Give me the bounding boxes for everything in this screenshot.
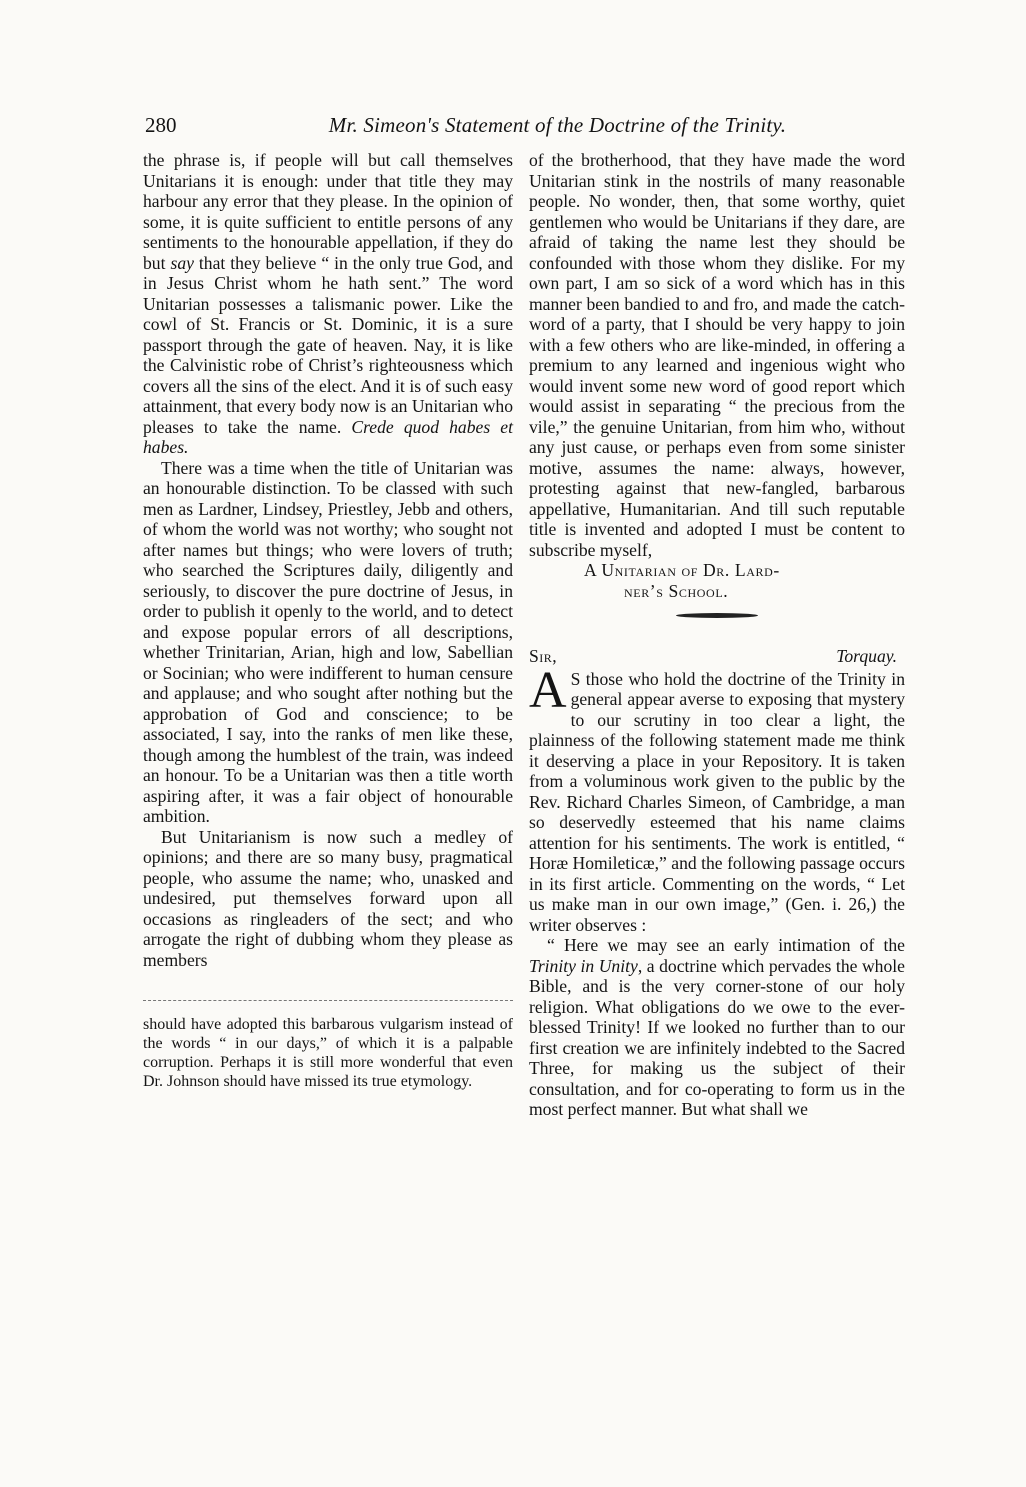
left-column (143, 150, 513, 1091)
left-paragraph-3: But Unitarianism is now such a medley of opinions; and there are so many busy, pragmatical people, who assume the name; who, unasked and undesired, put themselves forward upon all occasions as ringleaders of the sect; and who arrogate the right of dubbing whom they please as members (143, 826, 513, 970)
emphasis-say: say (170, 252, 194, 273)
latin-phrase: Crede quod habes et habes. (143, 416, 513, 457)
salutation-text: Sir, (529, 646, 558, 666)
right-column (529, 150, 905, 1120)
letter-salutation (529, 646, 905, 667)
left-paragraph-2: There was a time when the title of Unitarian was an honourable distinction. To be classed with such men as Lardner, Lindsey, Priestley, Jebb and others, of whom the world was not worthy; who sought not after names but things; who were lovers of truth; who searched the Scriptures daily, diligently and seriously, to discover the pure doctrine of Jesus, in order to publish it openly to the world, and to detect and expose popular errors of all descriptions, whether Trinitarian, Arian, high and low, Sabellian or Socinian; who were indifferent to human censure and applause; and who sought after nothing but the approbation of God and conscience; to be associated, I say, into the ranks of men like these, though among the humblest of the train, was indeed an honour. To be a Unitarian was then a title worth aspiring after, it was a fair object of honourable ambition. (143, 457, 513, 826)
section-divider (676, 613, 758, 618)
emphasis-trinity: Trinity in Unity (529, 955, 638, 976)
signature (529, 560, 905, 601)
right-paragraph-2: A S those who hold the doctrine of the Trinity in general appear averse to exposing that mystery to our scrutiny in too clear a light, the plainness of the following statement made me think it deserving a place in your Repository. It is taken from a voluminous work given to the public by the Rev. Richard Charles Simeon, of Cambridge, a man so deservedly esteemed that his name claims attention for his sentiments. The work is entitled, “ Horæ Homileticæ,” and the following passage occurs in its first article. Commenting on the words, “ Let us make man in our own image,” (Gen. i. 26,) the writer observes : (529, 661, 905, 935)
signature-line-2: ner’s School. (624, 580, 729, 601)
right-paragraph-3: “ Here we may see an early intimation of the Trinity in Unity, a doctrine which pervades the whole Bible, and is the very corner-stone of our holy religion. What obligations do we owe to the ever-blessed Trinity! If we looked no further than to our first creation we are infinitely indebted to the Sacred Three, for making us the subject of their consultation, and for co-operating to form us in the most perfect manner. But what shall we (529, 935, 905, 1119)
signature-line-1: A Unitarian of Dr. Lard- (584, 560, 780, 580)
page-number: 280 (145, 113, 177, 137)
running-title: Mr. Simeon's Statement of the Doctrine of the Trinity. (328, 113, 787, 137)
left-paragraph-1: the phrase is, if people will but call themselves Unitarians it is enough: under that title they may harbour any error that they please. In the opinion of some, it is quite sufficient to entitle persons of any sentiments to the honourable appellation, if they do but say that they believe “ in the only true God, and in Jesus Christ whom he hath sent.” The word Unitarian possesses a talismanic power. Like the cowl of St. Francis or St. Dominic, it is a sure passport through the gate of heaven. Nay, it is like the Calvinistic robe of Christ’s righteousness which covers all the sins of the elect. And it is of such easy attainment, that every body now is an Unitarian who pleases to take the name. Crede quod habes et habes. (143, 150, 513, 457)
footnote-rule (143, 1000, 513, 1001)
page-header (145, 110, 905, 140)
letter-place: Torquay. (836, 646, 897, 666)
footnote: should have adopted this barbarous vulgarism instead of the words “ in our days,” of which it is a palpable corruption. Perhaps it is still more wonderful that even Dr. Johnson should have missed its true etymology. (143, 1016, 513, 1090)
right-paragraph-1: of the brotherhood, that they have made the word Unitarian stink in the nostrils of many reasonable people. No wonder, then, that some worthy, quiet gentlemen who would be Unitarians if they dare, are afraid of taking the name lest they should be confounded with those whom they dislike. For my own part, I am so sick of a word which has in this manner been bandied to and fro, and made the catch-word of a party, that I should be very happy to join with a few others who are like-minded, in offering a premium to any learned and ingenious wight who would invent some new word of good report which would assist in separating “ the precious from the vile,” the genuine Unitarian, from him who, without any just cause, or perhaps even from some sinister motive, assumes the name: always, however, protesting against that new-fangled, barbarous appellative, Humanitarian. And till such reputable title is invented and adopted I must be content to subscribe myself, (529, 150, 905, 560)
drop-cap: A (529, 661, 567, 719)
